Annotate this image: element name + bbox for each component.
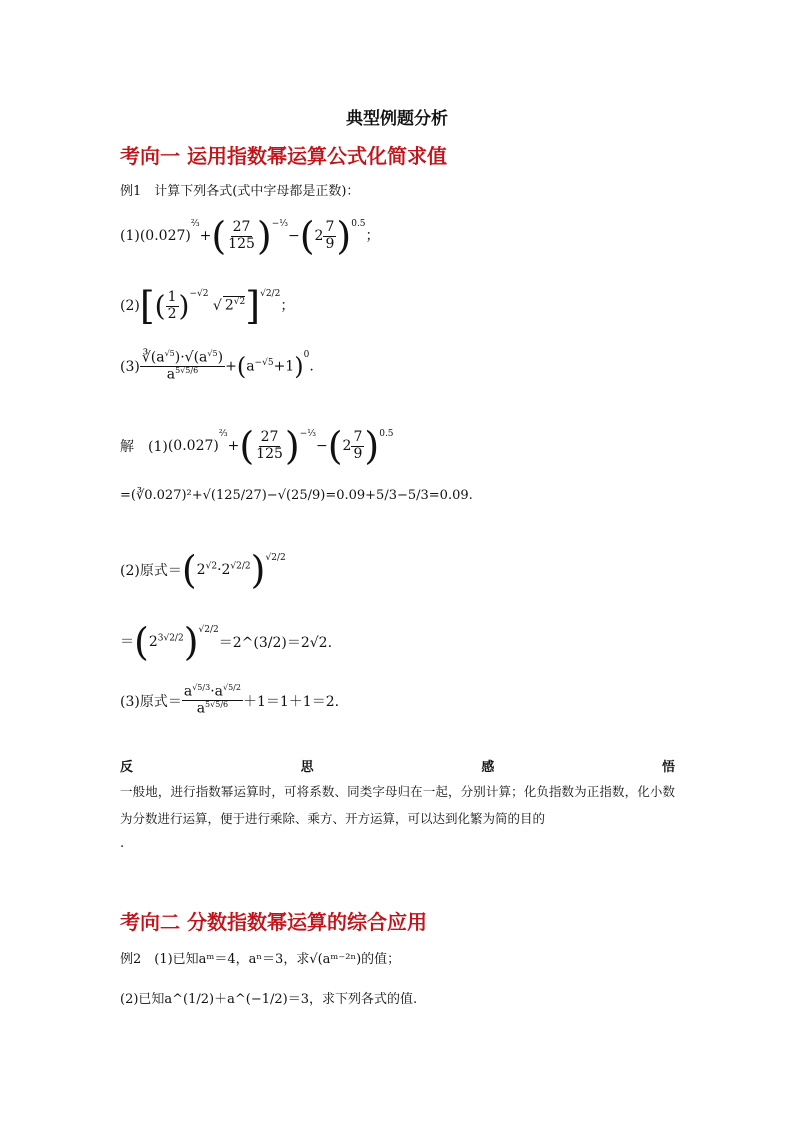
problem-3 xyxy=(120,350,314,383)
page-title: 典型例题分析 xyxy=(346,109,448,129)
solution-1-expr: $(0.027)^{\frac{2}{3}}+$( $\frac{27}{125}$ )$^{-\frac{1}{3}}$−(2 $\frac{7}{9}$ )$^{0.5}$ xyxy=(167,424,394,468)
solution-3 xyxy=(120,684,339,717)
example-1-intro: 例1 计算下列各式(式中字母都是正数)： xyxy=(120,184,360,199)
solution-3-result: ＋1＝1＋1＝2. xyxy=(242,693,340,710)
section-heading-2: 考向二 分数指数幂运算的综合应用 xyxy=(120,910,427,934)
solution-3-expr: $\frac{a^{√5/3}\cdot a^{√5/2}}{a^{5√5/6}}$ xyxy=(183,683,241,717)
solution-1-line-2: =(∛0.027)²+√(125/27)−√(25/9)=0.09+5/3−5/3=0.09. xyxy=(120,488,473,503)
reflection-char-1: 反 xyxy=(120,760,134,775)
problem-3-label: (3) xyxy=(120,358,140,375)
solution-2-expr-2: $=(2^{3√2/2})^{√2/2}$ xyxy=(120,620,219,664)
problem-1-label: (1) xyxy=(120,228,140,244)
solution-2-result: ＝2^(3/2)＝2√2. xyxy=(218,635,333,651)
reflection-char-4: 悟 xyxy=(661,760,675,775)
solution-2-line-2 xyxy=(120,620,332,664)
problem-2 xyxy=(120,284,294,328)
solution-1 xyxy=(120,424,394,468)
reflection-char-3: 感 xyxy=(481,760,495,775)
solution-2-expr: $(2^{√2}\cdot 2^{√2/2})^{√2/2}$ xyxy=(181,548,286,592)
example-2-line-1: 例2 (1)已知aᵐ＝4，aⁿ＝3，求√(aᵐ⁻²ⁿ)的值； xyxy=(120,952,401,967)
problem-1 xyxy=(120,214,380,258)
problem-2-expr: [( $\frac{1}{2}$ )$^{-√2}$ √ $2^{√2}]^{√2/2}$； xyxy=(139,284,295,328)
solution-label: 解 (1) xyxy=(120,439,168,455)
example-2-line-2: (2)已知a^(1/2)＋a^(−1/2)＝3，求下列各式的值. xyxy=(120,992,418,1007)
reflection-heading xyxy=(120,756,675,775)
problem-1-expr: $(0.027)^{\frac{2}{3}}+$( $\frac{27}{125}$ )$^{-\frac{1}{3}}$−(2 $\frac{7}{9}$ )$^{0.5}$； xyxy=(139,214,380,258)
reflection-dot: . xyxy=(120,836,125,851)
solution-3-label: (3)原式＝ xyxy=(120,693,182,710)
solution-2 xyxy=(120,548,286,592)
section-heading-1: 考向一 运用指数幂运算公式化简求值 xyxy=(120,144,447,168)
reflection-char-2: 思 xyxy=(300,760,314,775)
problem-3-expr: $\frac{∛(a^{√5})\cdot√(a^{√5})}{a^{5√5/6}}$ $+(a^{-√5}+1)^0$. xyxy=(141,349,314,383)
problem-2-label: (2) xyxy=(120,298,140,314)
solution-2-label: (2)原式＝ xyxy=(120,563,182,579)
reflection-text: 一般地，进行指数幂运算时，可将系数、同类字母归在一起，分别计算；化负指数为正指数，化小数为分数进行运算，便于进行乘除、乘方、开方运算，可以达到化繁为简的目的 xyxy=(120,784,675,826)
